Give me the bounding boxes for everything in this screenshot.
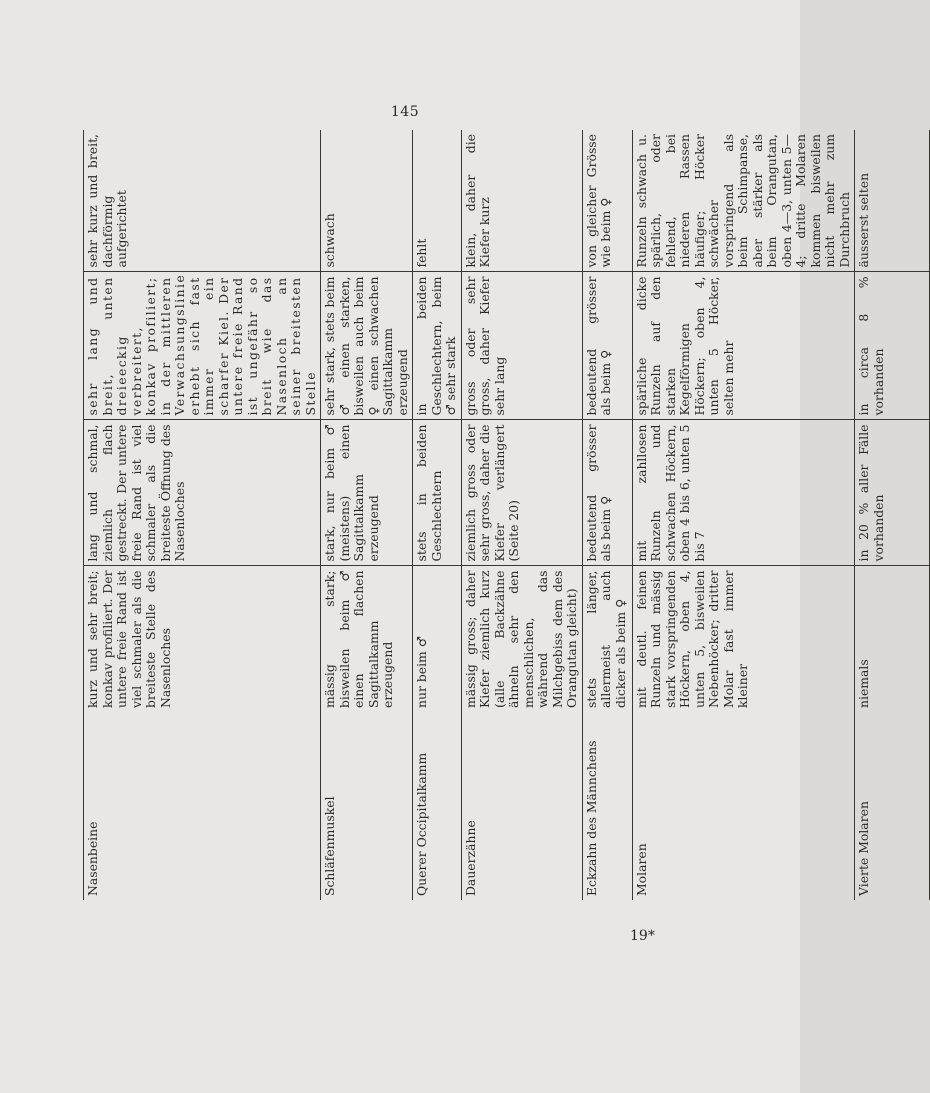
table-cell: mit zahllosen Runzeln und schwachen Höckern, oben 4 bis 6, unten 5 bis 7 — [632, 420, 855, 566]
table-cell: in circa 8 % vorhanden — [855, 272, 930, 420]
table-cell: spärliche dicke Runzeln auf den starken Kegelförmigen Höckern; oben 4, unten 5 Höcker, selten mehr — [632, 272, 855, 420]
table-cell: schwach — [321, 130, 413, 272]
page-number: 145 — [390, 104, 420, 120]
table-row-occipitalkamm — [413, 130, 462, 900]
table-cell: sehr stark, stets beim ♂ einen starken, bisweilen auch beim ♀ einen schwachen Sagittalkamm erzeugend — [321, 272, 413, 420]
comparison-table-rotated — [83, 130, 886, 900]
row-label: Vierte Molaren — [855, 712, 930, 900]
table-cell: klein, daher die Kiefer kurz — [461, 130, 582, 272]
printer-signature: 19* — [630, 928, 655, 944]
table-row-eckzahn — [582, 130, 632, 900]
table-cell: sehr kurz und breit, dachförmig aufgerichtet — [84, 130, 321, 272]
table-cell: von gleicher Grösse wie beim ♀ — [582, 130, 632, 272]
table-cell: lang und schmal, ziemlich flach gestreckt. Der untere freie Rand ist viel schmaler als die breiteste Öffnung des Nasenloches — [84, 420, 321, 566]
table-cell: sehr lang und breit, unten dreieeckig verbreitert, konkav profiliert; in der mittleren Verwachsungslinie erhebt sich fast immer ein scharfer Kiel. Der untere freie Rand ist ungefähr so breit wie das Nasenloch an seiner breitesten Stelle — [84, 272, 321, 420]
table-cell: Runzeln schwach u. spärlich, oder fehlend, bei niederen Rassen häufiger; Höcker schwächer vorspringend als beim Schimpanse, aber stärker als beim Orangutan, oben 4—3, unten 5—4; dritte Molaren kommen bisweilen nicht mehr zum Durchbruch — [632, 130, 855, 272]
table-cell: mässig gross; daher Kiefer ziemlich kurz (alle Backzähne ähneln sehr den menschlichen, während das Milchgebiss dem des Orangutan gleicht) — [461, 566, 582, 712]
table-row-molaren — [632, 130, 855, 900]
table-cell: stets länger, allermeist auch dicker als beim ♀ — [582, 566, 632, 712]
table-row-schlaefenmuskel — [321, 130, 413, 900]
table-cell: kurz und sehr breit; konkav profiliert. Der untere freie Rand ist viel schmaler als die breiteste Stelle des Nasenloches — [84, 566, 321, 712]
table-cell: in 20 % aller Fälle vorhanden — [855, 420, 930, 566]
table-row-vierte-molaren — [855, 130, 930, 900]
row-label: Dauerzähne — [461, 712, 582, 900]
table-cell: mässig stark; bisweilen beim ♂ einen flachen Sagittalkamm erzeugend — [321, 566, 413, 712]
comparison-table — [83, 130, 930, 900]
table-cell: fehlt — [413, 130, 462, 272]
table-cell: niemals — [855, 566, 930, 712]
row-label: Querer Occipitalkamm — [413, 712, 462, 900]
table-cell: stets in beiden Geschlechtern — [413, 420, 462, 566]
table-cell: bedeutend grösser als beim ♀ — [582, 272, 632, 420]
row-label: Eckzahn des Männchens — [582, 712, 632, 900]
rotated-table-area — [83, 130, 886, 900]
table-row-nasenbeine — [84, 130, 321, 900]
table-cell: nur beim ♂ — [413, 566, 462, 712]
row-label: Schläfenmuskel — [321, 712, 413, 900]
table-cell: bedeutend grösser als beim ♀ — [582, 420, 632, 566]
table-cell: in beiden Geschlechtern, beim ♂ sehr stark — [413, 272, 462, 420]
table-row-dauerzaehne — [461, 130, 582, 900]
table-cell: ziemlich gross oder sehr gross, daher die Kiefer verlängert (Seite 20) — [461, 420, 582, 566]
row-label: Molaren — [632, 712, 855, 900]
row-label: Nasenbeine — [84, 712, 321, 900]
table-cell: mit deutl. feinen Runzeln und mässig stark vorspringenden Höckern, oben 4, unten 5, bisweilen Nebenhöcker; dritter Molar fast immer kleiner — [632, 566, 855, 712]
table-cell: äusserst selten — [855, 130, 930, 272]
table-cell: stark, nur beim ♂ (meistens) einen Sagittalkamm erzeugend — [321, 420, 413, 566]
table-cell: gross oder sehr gross, daher Kiefer sehr lang — [461, 272, 582, 420]
